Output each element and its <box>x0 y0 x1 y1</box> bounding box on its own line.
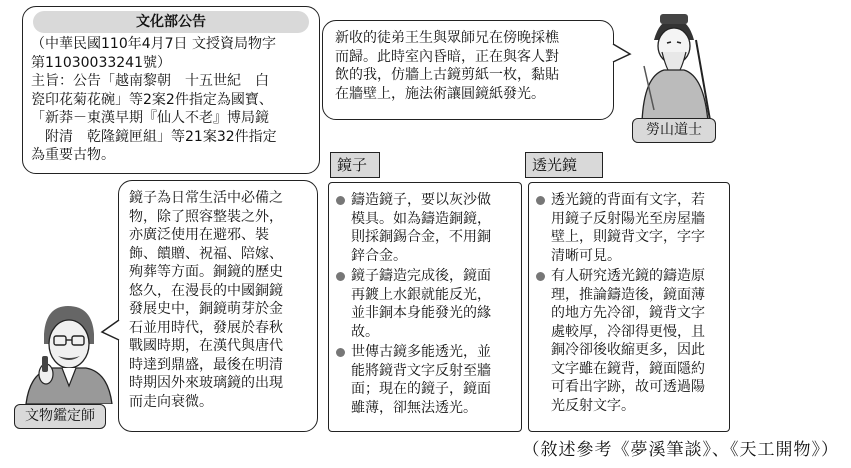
appraiser-speech-line: 時期因外來玻璃鏡的出現 <box>129 375 283 391</box>
bullet-line: 的地方先冷卻，鏡背文字 <box>551 305 705 321</box>
bullet-line: 處較厚，冷卻得更慢，且 <box>551 323 705 340</box>
appraiser-speech-line: 殉葬等方面。銅鏡的歷史 <box>129 264 283 280</box>
bullet-line: 世傳古鏡多能透光，並 <box>351 344 491 360</box>
taoist-figure-icon <box>624 10 724 122</box>
bullet-line: 鏡子鑄造完成後，鏡面 <box>351 268 491 284</box>
appraiser-speech-line: 發展史中，銅鏡萌芽於金 <box>129 301 283 317</box>
bullet-line: 有人研究透光鏡的鑄造原 <box>551 268 705 284</box>
light-mirror-bullet <box>535 267 723 415</box>
bullet-line: 用鏡子反射陽光至房屋牆 <box>551 210 705 227</box>
mirror-bullet <box>335 267 515 341</box>
bullet-dot-icon <box>536 196 545 205</box>
appraiser-speech-line: 飾、饋贈、祝福、陪嫁、 <box>129 245 283 262</box>
taoist-speech-line: 在牆壁上，施法術讓圓鏡紙發光。 <box>335 85 545 102</box>
announcement-line: 主旨：公告「越南黎朝 十五世紀 白 <box>31 73 269 89</box>
mirror-bullet <box>335 191 515 265</box>
bullet-dot-icon <box>336 348 345 357</box>
bullet-line: 清晰可見。 <box>551 247 621 264</box>
mirror-bullet <box>335 343 515 417</box>
bullet-line: 則採銅錫合金，不用銅 <box>351 229 491 245</box>
bullet-line: 理，推論鑄造後，鏡面薄 <box>551 286 705 303</box>
bullet-dot-icon <box>336 196 345 205</box>
appraiser-speech-line: 而走向衰微。 <box>129 393 213 410</box>
announcement-title: 文化部公告 <box>33 11 309 33</box>
announcement-line: 為重要古物。 <box>31 147 115 163</box>
bullet-line: 面；現在的鏡子，鏡面 <box>351 381 491 397</box>
taoist-speech-bubble <box>322 20 614 120</box>
bullet-line: 壁上，則鏡背文字，字字 <box>551 229 705 245</box>
appraiser-name-label: 文物鑑定師 <box>14 404 106 429</box>
appraiser-figure-icon <box>22 300 114 404</box>
bullet-line: 可看出字跡，故可透過陽 <box>551 379 705 395</box>
bullet-line: 再鍍上水銀就能反光， <box>351 286 491 303</box>
announcement-box <box>22 6 320 174</box>
bullet-line: 雖薄，卻無法透光。 <box>351 399 477 416</box>
taoist-speech-line: 新收的徒弟王生與眾師兄在傍晚採樵 <box>335 30 559 46</box>
appraiser-speech-line: 鏡子為日常生活中必備之 <box>129 190 283 206</box>
announcement-line: 第11030033241號） <box>31 54 171 71</box>
light-mirror-bullet <box>535 191 723 265</box>
appraiser-speech-line: 悠久，在漫長的中國銅鏡 <box>129 282 283 299</box>
announcement-line: （中華民國110年4月7日 文授資局物字 <box>31 36 276 52</box>
bullet-line: 鋅合金。 <box>351 247 407 264</box>
taoist-speech-line: 飲的我，仿牆上古鏡剪紙一枚，黏貼 <box>335 67 559 83</box>
bullet-line: 鑄造鏡子，要以灰沙做 <box>351 192 491 208</box>
appraiser-speech-line: 亦廣泛使用在避邪、裝 <box>129 227 269 243</box>
appraiser-speech-line: 石並用時代，發展於春秋 <box>129 319 283 336</box>
light-mirror-section-box <box>528 182 730 432</box>
appraiser-speech-line: 時達到鼎盛，最後在明清 <box>129 356 283 373</box>
taoist-name-label: 勞山道士 <box>632 118 716 143</box>
source-note: （敘述參考《夢溪筆談》、《天工開物》） <box>522 440 839 460</box>
bullet-line: 能將鏡背文字反射至牆 <box>351 362 491 379</box>
bullet-dot-icon <box>536 272 545 281</box>
bullet-line: 並非銅本身能發光的緣 <box>351 305 491 321</box>
bullet-line: 光反射文字。 <box>551 397 635 414</box>
taoist-speech-line: 而歸。此時室內昏暗，正在與客人對 <box>335 48 559 65</box>
mirror-section-box <box>328 182 522 432</box>
bullet-line: 銅冷卻後收縮更多，因此 <box>551 342 705 358</box>
bullet-line: 故。 <box>351 323 379 340</box>
mirror-section-label: 鏡子 <box>330 152 380 178</box>
appraiser-speech-bubble <box>118 180 318 432</box>
bullet-dot-icon <box>336 272 345 281</box>
bullet-line: 透光鏡的背面有文字，若 <box>551 192 705 208</box>
bullet-line: 文字雖在鏡背，鏡面隱約 <box>551 360 705 377</box>
appraiser-speech-line: 戰國時期，在漢代與唐代 <box>129 338 283 354</box>
announcement-line: 附清 乾隆鏡匣組」等21案32件指定 <box>31 128 277 145</box>
announcement-line: 瓷印花菊花碗」等2案2件指定為國寶、 <box>31 91 273 108</box>
light-mirror-section-label: 透光鏡 <box>525 152 603 178</box>
announcement-line: 「新莽－東漢早期『仙人不老』博局鏡 <box>31 110 269 126</box>
bullet-line: 模具。如為鑄造銅鏡， <box>351 210 491 227</box>
appraiser-speech-line: 物，除了照容整裝之外， <box>129 208 283 225</box>
